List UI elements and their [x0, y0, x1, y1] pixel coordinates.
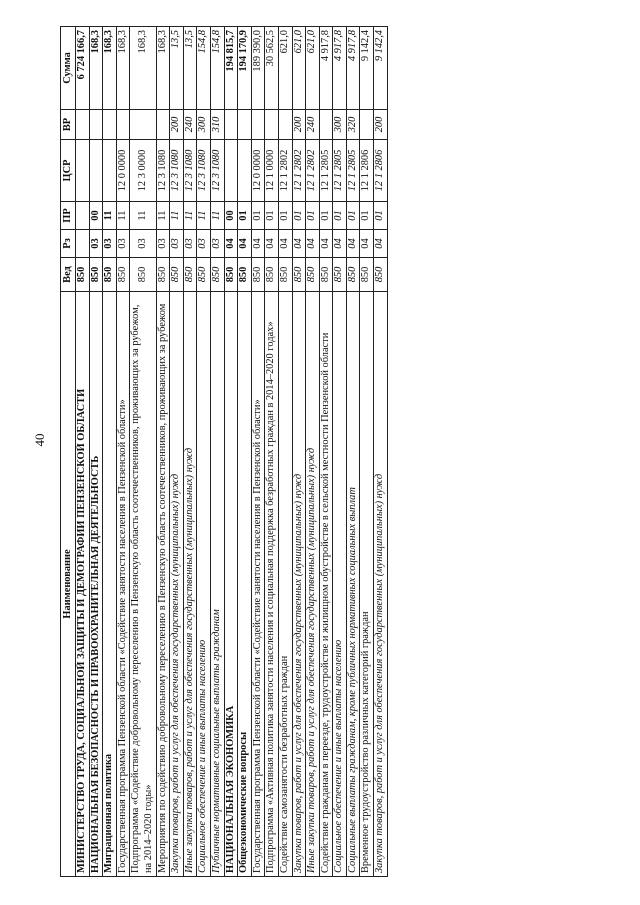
cell-csr: 12 1 2805 [333, 140, 347, 202]
cell-vr: 320 [346, 110, 360, 140]
cell-rz: 04 [251, 230, 265, 258]
table-row [76, 27, 90, 877]
cell-sum: 194 815,7 [224, 27, 238, 110]
cell-vr [251, 110, 265, 140]
table-row [116, 27, 130, 877]
cell-pr: 11 [210, 202, 224, 230]
cell-csr: 12 3 1080 [210, 140, 224, 202]
cell-name: Подпрограмма «Содействие добровольному переселению в Пензенскую область соотечественников, проживающих за рубежом, на 2014–2020 годы» [130, 292, 156, 877]
table-row [278, 27, 292, 877]
cell-name: Государственная программа Пензенской области «Содействие занятости населения в Пензенской области» [251, 292, 265, 877]
cell-pr: 01 [333, 202, 347, 230]
cell-name: Закупка товаров, работ и услуг для обеспечения государственных (муниципальных) нужд [374, 292, 388, 877]
table-row [156, 27, 170, 877]
cell-pr: 11 [170, 202, 184, 230]
cell-sum: 168,3 [116, 27, 130, 110]
rotated-page [60, 27, 620, 877]
table-row [89, 27, 103, 877]
cell-name: Иные закупки товаров, работ и услуг для обеспечения государственных (муниципальных) нужд [306, 292, 320, 877]
cell-ved: 850 [360, 258, 374, 292]
cell-vr: 200 [170, 110, 184, 140]
table-row [360, 27, 374, 877]
cell-rz: 04 [224, 230, 238, 258]
cell-rz: 04 [360, 230, 374, 258]
cell-name: Миграционная политика [103, 292, 117, 877]
cell-name: Временное трудоустройство различных категорий граждан [360, 292, 374, 877]
cell-rz: 04 [292, 230, 306, 258]
cell-name: Общеэкономические вопросы [238, 292, 252, 877]
cell-vr [130, 110, 156, 140]
cell-pr: 01 [346, 202, 360, 230]
cell-vr [238, 110, 252, 140]
cell-pr: 11 [130, 202, 156, 230]
table-row [292, 27, 306, 877]
cell-csr: 12 3 0000 [130, 140, 156, 202]
cell-ved: 850 [130, 258, 156, 292]
cell-ved: 850 [76, 258, 90, 292]
cell-ved: 850 [170, 258, 184, 292]
cell-sum: 168,3 [130, 27, 156, 110]
cell-vr: 310 [210, 110, 224, 140]
cell-ved: 850 [210, 258, 224, 292]
cell-ved: 850 [197, 258, 211, 292]
budget-table [60, 26, 388, 877]
cell-pr: 01 [238, 202, 252, 230]
header-ved: Вед [61, 258, 76, 292]
cell-csr: 12 1 2802 [306, 140, 320, 202]
cell-ved: 850 [224, 258, 238, 292]
cell-pr: 00 [89, 202, 103, 230]
cell-pr [76, 202, 90, 230]
cell-sum: 168,3 [89, 27, 103, 110]
cell-rz: 04 [333, 230, 347, 258]
cell-csr: 12 1 2806 [360, 140, 374, 202]
header-vr: ВР [61, 110, 76, 140]
cell-sum: 9 142,4 [360, 27, 374, 110]
cell-rz: 03 [116, 230, 130, 258]
cell-vr: 300 [197, 110, 211, 140]
cell-vr [360, 110, 374, 140]
cell-sum: 13,5 [170, 27, 184, 110]
cell-rz: 03 [89, 230, 103, 258]
cell-pr: 01 [319, 202, 333, 230]
cell-csr [238, 140, 252, 202]
table-row [306, 27, 320, 877]
table-row [170, 27, 184, 877]
cell-csr: 12 3 1080 [170, 140, 184, 202]
cell-rz: 03 [210, 230, 224, 258]
cell-pr: 01 [265, 202, 279, 230]
cell-sum: 154,8 [210, 27, 224, 110]
table-row [224, 27, 238, 877]
cell-rz: 04 [374, 230, 388, 258]
table-row [251, 27, 265, 877]
cell-rz: 04 [265, 230, 279, 258]
cell-csr: 12 1 2802 [292, 140, 306, 202]
cell-vr: 240 [306, 110, 320, 140]
cell-rz: 03 [130, 230, 156, 258]
cell-rz: 04 [319, 230, 333, 258]
cell-ved: 850 [306, 258, 320, 292]
table-row [210, 27, 224, 877]
cell-csr: 12 0 0000 [251, 140, 265, 202]
cell-name: Закупка товаров, работ и услуг для обеспечения государственных (муниципальных) нужд [292, 292, 306, 877]
cell-csr: 12 1 2802 [278, 140, 292, 202]
cell-pr: 11 [156, 202, 170, 230]
cell-pr: 01 [306, 202, 320, 230]
cell-vr: 200 [374, 110, 388, 140]
cell-pr: 01 [292, 202, 306, 230]
cell-vr: 200 [292, 110, 306, 140]
table-row [130, 27, 156, 877]
header-csr: ЦСР [61, 140, 76, 202]
cell-rz [76, 230, 90, 258]
cell-rz: 03 [156, 230, 170, 258]
header-rz: Рз [61, 230, 76, 258]
cell-name: Подпрограмма «Активная политика занятости населения и социальная поддержка безработных граждан в 2014–2020 годах» [265, 292, 279, 877]
cell-ved: 850 [292, 258, 306, 292]
cell-ved: 850 [251, 258, 265, 292]
cell-csr: 12 3 1080 [183, 140, 197, 202]
cell-rz: 04 [238, 230, 252, 258]
cell-sum: 189 390,0 [251, 27, 265, 110]
cell-csr [89, 140, 103, 202]
cell-pr: 01 [278, 202, 292, 230]
cell-rz: 03 [197, 230, 211, 258]
cell-sum: 13,5 [183, 27, 197, 110]
cell-csr: 12 3 1080 [156, 140, 170, 202]
cell-ved: 850 [346, 258, 360, 292]
cell-sum: 621,0 [292, 27, 306, 110]
table-row [374, 27, 388, 877]
cell-csr: 12 1 0000 [265, 140, 279, 202]
cell-csr: 12 1 2805 [346, 140, 360, 202]
cell-vr [278, 110, 292, 140]
cell-pr: 11 [197, 202, 211, 230]
cell-name: Социальное обеспечение и иные выплаты населению [197, 292, 211, 877]
header-pr: ПР [61, 202, 76, 230]
cell-sum: 154,8 [197, 27, 211, 110]
cell-csr: 12 0 0000 [116, 140, 130, 202]
cell-pr: 01 [360, 202, 374, 230]
cell-name: Мероприятия по содействию добровольному переселению в Пензенскую область соотечественников, проживающих за рубежом [156, 292, 170, 877]
cell-name: МИНИСТЕРСТВО ТРУДА, СОЦИАЛЬНОЙ ЗАЩИТЫ И ДЕМОГРАФИИ ПЕНЗЕНСКОЙ ОБЛАСТИ [76, 292, 90, 877]
cell-ved: 850 [103, 258, 117, 292]
cell-name: Содействие гражданам в переезде, трудоустройстве и жилищном обустройстве в сельской местности Пензенской области [319, 292, 333, 877]
cell-name: НАЦИОНАЛЬНАЯ БЕЗОПАСНОСТЬ И ПРАВООХРАНИТЕЛЬНАЯ ДЕЯТЕЛЬНОСТЬ [89, 292, 103, 877]
cell-rz: 03 [183, 230, 197, 258]
cell-ved: 850 [333, 258, 347, 292]
cell-pr: 11 [183, 202, 197, 230]
table-body [76, 27, 388, 877]
cell-rz: 04 [346, 230, 360, 258]
table-row [183, 27, 197, 877]
table-row [333, 27, 347, 877]
cell-sum: 621,0 [306, 27, 320, 110]
cell-vr: 240 [183, 110, 197, 140]
table-header-row [61, 27, 76, 877]
cell-pr: 11 [103, 202, 117, 230]
cell-vr [156, 110, 170, 140]
cell-vr [103, 110, 117, 140]
cell-pr: 00 [224, 202, 238, 230]
table-row [346, 27, 360, 877]
table-row [265, 27, 279, 877]
cell-sum: 4 917,8 [333, 27, 347, 110]
cell-csr: 12 3 1080 [197, 140, 211, 202]
cell-vr [89, 110, 103, 140]
cell-name: НАЦИОНАЛЬНАЯ ЭКОНОМИКА [224, 292, 238, 877]
cell-rz: 04 [278, 230, 292, 258]
cell-rz: 03 [103, 230, 117, 258]
cell-ved: 850 [238, 258, 252, 292]
cell-pr: 11 [116, 202, 130, 230]
cell-rz: 03 [170, 230, 184, 258]
cell-ved: 850 [156, 258, 170, 292]
cell-ved: 850 [183, 258, 197, 292]
cell-vr [76, 110, 90, 140]
cell-vr [265, 110, 279, 140]
table-row [197, 27, 211, 877]
header-name: Наименование [61, 292, 76, 877]
cell-sum: 4 917,8 [319, 27, 333, 110]
cell-csr: 12 1 2805 [319, 140, 333, 202]
cell-rz: 04 [306, 230, 320, 258]
cell-csr: 12 1 2806 [374, 140, 388, 202]
cell-sum: 621,0 [278, 27, 292, 110]
cell-sum: 4 917,8 [346, 27, 360, 110]
cell-sum: 168,3 [156, 27, 170, 110]
cell-sum: 168,3 [103, 27, 117, 110]
cell-ved: 850 [319, 258, 333, 292]
table-row [103, 27, 117, 877]
cell-ved: 850 [116, 258, 130, 292]
table-row [319, 27, 333, 877]
cell-vr [224, 110, 238, 140]
cell-csr [103, 140, 117, 202]
cell-name: Содействие самозанятости безработных граждан [278, 292, 292, 877]
header-sum: Сумма [61, 27, 76, 110]
cell-name: Социальные выплаты гражданам, кроме публичных нормативных социальных выплат [346, 292, 360, 877]
cell-csr [76, 140, 90, 202]
cell-ved: 850 [265, 258, 279, 292]
cell-name: Государственная программа Пензенской области «Содействие занятости населения в Пензенской области» [116, 292, 130, 877]
cell-vr [116, 110, 130, 140]
cell-pr: 01 [251, 202, 265, 230]
cell-name: Иные закупки товаров, работ и услуг для обеспечения государственных (муниципальных) нужд [183, 292, 197, 877]
cell-name: Публичные нормативные социальные выплаты гражданам [210, 292, 224, 877]
cell-sum: 9 142,4 [374, 27, 388, 110]
cell-vr [319, 110, 333, 140]
cell-ved: 850 [374, 258, 388, 292]
cell-name: Социальное обеспечение и иные выплаты населению [333, 292, 347, 877]
cell-vr: 300 [333, 110, 347, 140]
cell-ved: 850 [89, 258, 103, 292]
cell-name: Закупка товаров, работ и услуг для обеспечения государственных (муниципальных) нужд [170, 292, 184, 877]
cell-sum: 6 724 166,7 [76, 27, 90, 110]
table-row [238, 27, 252, 877]
cell-pr: 01 [374, 202, 388, 230]
cell-sum: 30 562,5 [265, 27, 279, 110]
cell-ved: 850 [278, 258, 292, 292]
page-number: 40 [32, 433, 47, 447]
cell-sum: 194 170,9 [238, 27, 252, 110]
cell-csr [224, 140, 238, 202]
